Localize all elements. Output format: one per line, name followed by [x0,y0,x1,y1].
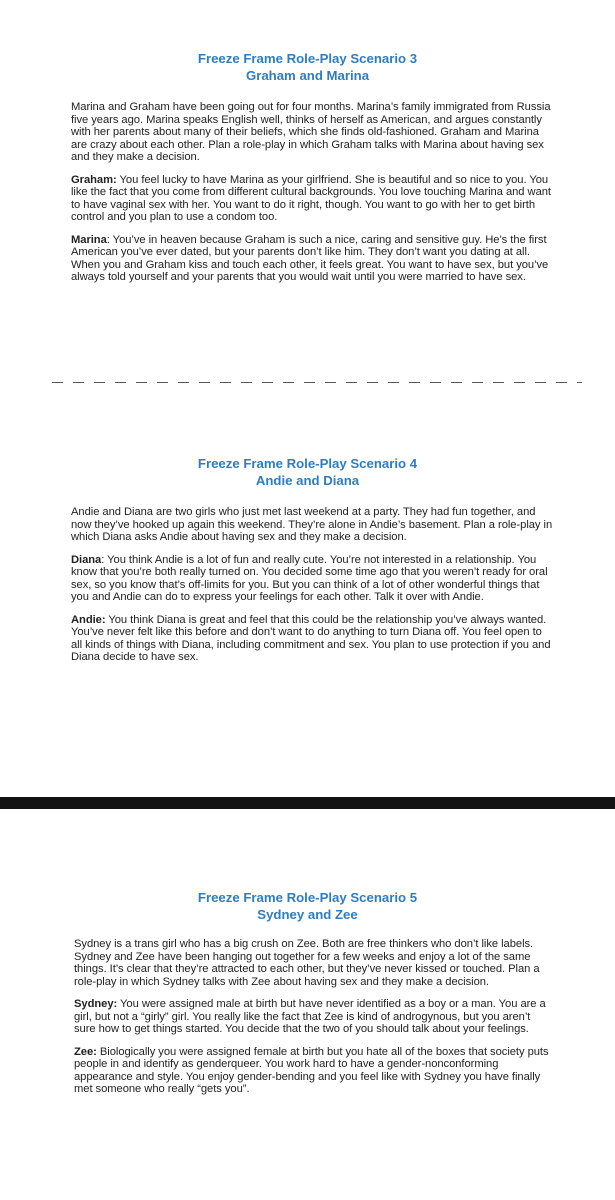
role-paragraph [0,174,615,224]
scenario-4 [0,456,615,664]
role-paragraph [0,234,615,284]
scenario-intro: Andie and Diana are two girls who just met last weekend at a party. They had fun together, and now they’ve hooked up again this weekend. They’re alone in Andie’s basement. Plan a role-play in which Diana asks Andie about having sex and they make a decision. [71,506,553,543]
scenario-title: Freeze Frame Role-Play Scenario 5 [197,890,418,905]
scenario-title: Freeze Frame Role-Play Scenario 3 [197,51,418,66]
role-paragraph [0,554,615,604]
role-name: Marina [71,233,107,246]
role-text: Biologically you were assigned female at birth but you hate all of the boxes that society puts people in and identify as genderqueer. You work hard to have a gender-nonconforming appearance and style. You enjoy gender-bending and you feel like with Sydney you have finally met someone who really “gets you”. [74,1045,549,1095]
dashed-divider [52,382,582,383]
role-text: You were assigned male at birth but have never identified as a boy or a man. You are a girl, but not a “girly” girl. You really like the fact that Zee is kind of androgynous, but you aren’t sure how to get things started. You decide that the two of you should talk about your feelings. [74,998,546,1035]
role-text: : You’ve in heaven because Graham is such a nice, caring and sensitive guy. He’s the first American you’ve ever dated, but your parents don’t like him. They don’t want you dating at all. When you and Graham kiss and touch each other, it feels great. You want to have sex, but you’ve always told yourself and your parents that you would wait until you were married to have sex. [71,233,549,283]
scenario-title: Freeze Frame Role-Play Scenario 4 [197,456,418,471]
scenario-intro: Marina and Graham have been going out for four months. Marina’s family immigrated from Russia five years ago. Marina speaks English well, thinks of herself as American, and argues constantly with her parents about many of their beliefs, which she finds old-fashioned. Graham and Marina are crazy about each other. Plan a role-play in which Graham talks with Marina about having sex and they make a decision. [71,101,551,163]
page-separator-band [0,797,615,809]
scenario-3 [0,51,615,284]
role-text: You feel lucky to have Marina as your girlfriend. She is beautiful and so nice to you. You like the fact that you come from different cultural backgrounds. You love touching Marina and want to have vaginal sex with her. You want to do it right, though. You want to go with her to get birth control and you plan to use a condom too. [71,173,551,223]
role-name: Diana [71,553,102,566]
scenario-subtitle: Andie and Diana [255,473,360,488]
role-name: Andie: [71,613,106,626]
role-name: Sydney: [74,998,118,1010]
scenario-subtitle: Sydney and Zee [257,907,358,922]
scenario-subtitle: Graham and Marina [245,68,370,83]
scenario-5 [0,890,615,1096]
role-name: Zee: [74,1045,97,1058]
role-paragraph [0,998,615,1036]
role-paragraph [0,1046,615,1096]
role-name: Graham: [71,173,117,186]
scenario-intro: Sydney is a trans girl who has a big crush on Zee. Both are free thinkers who don’t like labels. Sydney and Zee have been hanging out together for a few weeks and enjoy a lot of the same things. It’s clear that they’re attracted to each other, but they’ve never kissed or touched. Plan a role-play in which Sydney talks with Zee about having sex and they make a decision. [74,938,540,988]
role-text: : You think Andie is a lot of fun and really cute. You’re not interested in a relationship. You know that you’re both really turned on. You decided some time ago that you weren’t ready for oral sex, so you know that’s off-limits for you. But you can think of a lot of other wonderful things that you and Andie can do to express your feelings for each other. Talk it over with Andie. [71,553,548,603]
role-paragraph [0,614,615,664]
role-text: You think Diana is great and feel that this could be the relationship you’ve always wanted. You’ve never felt like this before and don’t want to do anything to turn Diana off. You feel open to all kinds of things with Diana, including commitment and sex. You plan to use protection if you and Diana decide to have sex. [71,613,551,663]
